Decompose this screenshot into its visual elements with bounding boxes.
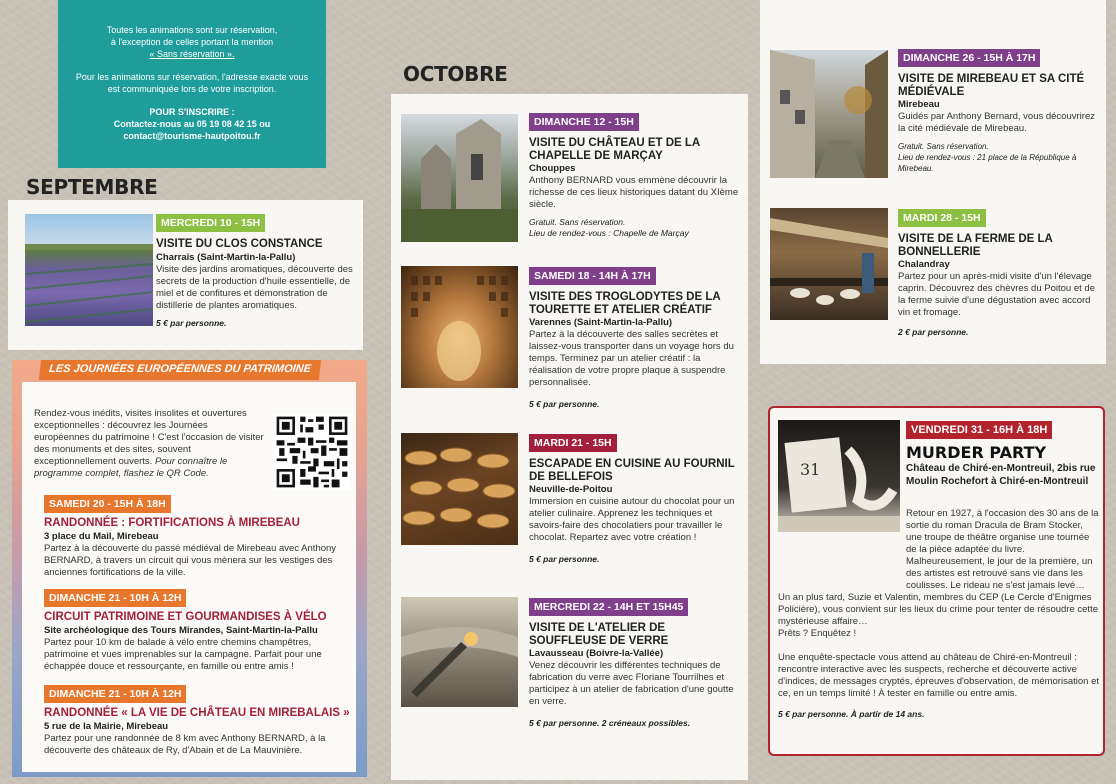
event-verre xyxy=(529,597,741,728)
jep-banner: LES JOURNÉES EUROPÉENNES DU PATRIMOINE xyxy=(39,360,321,380)
event-title: VISITE DE LA FERME DE LA BONNELLERIE xyxy=(898,233,1053,258)
glassblowing-photo xyxy=(401,597,518,707)
event-date-badge: DIMANCHE 12 - 15H xyxy=(529,113,639,131)
jep-panel xyxy=(12,360,367,777)
event-date-badge: MARDI 21 - 15H xyxy=(529,434,617,452)
event-title: VISITE DE L'ATELIER DE SOUFFLEUSE DE VERRE xyxy=(529,622,669,647)
event-date-badge: MERCREDI 10 - 15H xyxy=(156,214,265,232)
event-place: 3 place du Mail, Mirebeau xyxy=(44,530,159,542)
event-troglodytes xyxy=(529,266,741,409)
murder-header xyxy=(906,420,1101,488)
event-date-badge: SAMEDI 20 - 15H À 18H xyxy=(44,495,171,513)
event-place: Chalandray xyxy=(898,259,950,270)
event-place: Lavausseau (Boivre-la-Vallée) xyxy=(529,648,664,659)
goat-farm-photo xyxy=(770,208,888,320)
event-description: Immersion en cuisine autour du chocolat pour un atelier culinaire. Apprenez les techniques et savoirs-faire des chocolatiers pour travailler le chocolat. Repartez avec votre création ! xyxy=(529,496,735,543)
event-price: 5 € par personne. À partir de 14 ans. xyxy=(778,709,925,719)
event-place: Charrais (Saint-Martin-la-Pallu) xyxy=(156,251,296,263)
svg-text:31: 31 xyxy=(800,460,821,479)
event-price: 5 € par personne. xyxy=(156,317,227,328)
jep-content xyxy=(22,382,356,772)
event-note: Gratuit. Sans réservation. Lieu de rendez-vous : 21 place de la République à Mirebeau. xyxy=(898,142,1077,173)
jep-intro: Rendez-vous inédits, visites insolites et ouvertures exceptionnelles : découvrez les Journées européennes du patrimoine ! C'est l'occasion de visiter des monuments et des sites, souvent exceptionnellement ouverts. Pour connaître le programme complet, flashez le QR Code. xyxy=(34,408,264,479)
murder-party-card xyxy=(768,406,1105,756)
event-description: Partez pour une randonnée de 8 km avec Anthony BERNARD, à la découverte des châteaux de Ry, d'Abain et de La Mauvinière. xyxy=(44,732,326,756)
event-date-badge: DIMANCHE 21 - 10H À 12H xyxy=(44,589,186,607)
event-place: Château de Chiré-en-Montreuil, 2bis rue Moulin Rochefort à Chiré-en-Montreuil xyxy=(906,463,1096,487)
event-fournil xyxy=(529,433,741,564)
event-date-badge: DIMANCHE 21 - 10H À 12H xyxy=(44,685,186,703)
october-events-card xyxy=(391,94,748,780)
event-title: ESCAPADE EN CUISINE AU FOURNIL DE BELLEFOIS xyxy=(529,458,735,483)
event-date-badge: SAMEDI 18 - 14H À 17H xyxy=(529,267,656,285)
event-place: 5 rue de la Mairie, Mirebeau xyxy=(44,720,169,732)
section-title-septembre: SEPTEMBRE xyxy=(26,175,158,199)
event-title: VISITE DU CLOS CONSTANCE xyxy=(156,238,323,250)
murder-party-photo xyxy=(778,420,900,532)
jep-event-chateau xyxy=(44,684,354,757)
event-description: Guidés par Anthony Bernard, vous découvrirez la cité médiévale de Mirebeau. xyxy=(898,111,1095,134)
event-date-badge: MARDI 28 - 15H xyxy=(898,209,986,227)
intro-box xyxy=(58,0,326,168)
event-description: Partez à la découverte du passé médiéval de Mirebeau avec Anthony BERNARD, à travers un circuit qui vous mènera sur les vestiges des anciennes fortifications de la ville. xyxy=(44,542,337,578)
event-description: Visite des jardins aromatiques, découverte des secrets de la production d'huile essentielle, de miel et de confitures et démonstration de distillerie de plantes aromatiques. xyxy=(156,263,353,311)
intro-address-info: Pour les animations sur réservation, l'adresse exacte vous est communiquée lors de votre inscription. xyxy=(75,72,309,94)
event-title: VISITE DU CHÂTEAU ET DE LA CHAPELLE DE MARÇAY xyxy=(529,137,700,162)
lavender-field-photo xyxy=(25,214,153,326)
pastries-photo xyxy=(401,433,518,545)
event-title: MURDER PARTY xyxy=(906,443,1047,462)
event-title: RANDONNÉE : FORTIFICATIONS À MIREBEAU xyxy=(44,517,300,529)
chateau-ruins-photo xyxy=(401,114,518,242)
event-mirebeau xyxy=(898,48,1102,174)
event-place: Mirebeau xyxy=(898,99,940,110)
medieval-street-photo xyxy=(770,50,888,178)
troglodyte-cave-photo xyxy=(401,266,518,388)
event-card-clos-constance xyxy=(8,200,363,350)
event-place: Site archéologique des Tours Mirandes, Saint-Martin-la-Pallu xyxy=(44,624,318,636)
event-title: VISITE DE MIREBEAU ET SA CITÉ MÉDIÉVALE xyxy=(898,73,1085,98)
event-marcay xyxy=(529,112,741,239)
jep-event-velo xyxy=(44,588,354,673)
event-place: Varennes (Saint-Martin-la-Pallu) xyxy=(529,317,673,328)
qr-code[interactable] xyxy=(274,414,350,490)
event-title: CIRCUIT PATRIMOINE ET GOURMANDISES À VÉLO xyxy=(44,611,327,623)
event-place: Neuville-de-Poitou xyxy=(529,484,613,495)
event-title: VISITE DES TROGLODYTES DE LA TOURETTE ET ATELIER CRÉATIF xyxy=(529,291,721,316)
event-place: Chouppes xyxy=(529,163,576,174)
jep-event-fortifications xyxy=(44,494,354,579)
event-bonnellerie xyxy=(898,208,1102,337)
event-title: RANDONNÉE « LA VIE DE CHÂTEAU EN MIREBALAIS » xyxy=(44,707,350,719)
event-date-badge: DIMANCHE 26 - 15H À 17H xyxy=(898,49,1040,67)
event-description: Partez pour 10 km de balade à vélo entre chemins champêtres, patrimoine et vues imprenables sur la campagne. Parfait pour une échappée douce et ressourçante, en famille ou entre amis ! xyxy=(44,636,322,672)
october-right-card xyxy=(760,0,1106,364)
event-price: 5 € par personne. xyxy=(529,554,600,564)
event-description: Partez à la découverte des salles secrètes et laissez-vous transporter dans un voyage hors du temps. Terminez par un atelier créatif : la réalisation de votre propre plaque à suspendre personnalisée. xyxy=(529,329,734,388)
event-price: 2 € par personne. xyxy=(898,327,969,337)
murder-desc-bottom: Un an plus tard, Suzie et Valentin, membres du CEP (Le Cercle d'Enigmes Policière), vous convient sur les lieux du crime pour tenter de résoudre cette mystérieuse affaire… Prêts ? Enquêtez ! Une enquête-spectacle vous attend au château de Chiré-en-Montreuil : rencontre interactive avec les suspects, recherche et découverte active d'indices, de messages cryptés, épreuves d'observation, de mémorisation et ce, en un temps limité ! À tester en famille ou entre amis. 5 € par personne. À partir de 14 ans. xyxy=(778,592,1099,719)
event-price: 5 € par personne. xyxy=(529,399,600,409)
section-title-octobre: OCTOBRE xyxy=(403,62,508,86)
event-date-badge: VENDREDI 31 - 16H À 18H xyxy=(906,421,1052,439)
murder-desc-top: Retour en 1927, à l'occasion des 30 ans de la sortie du roman Dracula de Bram Stocker, une troupe de théâtre organise une tournée de la pièce adaptée du livre. Malheureusement, le jour de la première, un des artistes est retrouvé sans vie dans les coulisses. Le rideau ne s'est jamais levé… xyxy=(906,508,1099,591)
event-price: 5 € par personne. 2 créneaux possibles. xyxy=(529,718,691,728)
event-description: Anthony BERNARD vous emmène découvrir la richesse de ces lieux historiques datant du XIème siècle. xyxy=(529,175,739,210)
event-description: Venez découvrir les différentes techniques de fabrication du verre avec Floriane Tourrilhes et participez à un atelier de fabrication d'une goutte en verre. xyxy=(529,660,734,707)
event-note: Gratuit. Sans réservation. Lieu de rendez-vous : Chapelle de Marçay xyxy=(529,217,689,238)
event-description: Partez pour un après-midi visite d'un l'élevage caprin. Découvrez des chèvres du Poitou et de la ferme suivie d'une dégustation avec accord vin et fromage. xyxy=(898,271,1095,318)
intro-contact: POUR S'INSCRIRE : Contactez-nous au 05 19 08 42 15 ou contact@tourisme-hautpoitou.fr xyxy=(113,107,271,141)
event-date-badge: MERCREDI 22 - 14H ET 15H45 xyxy=(529,598,688,616)
intro-reservation-text: Toutes les animations sont sur réservation, à l'exception de celles portant la mention « Sans réservation ». xyxy=(106,25,278,59)
